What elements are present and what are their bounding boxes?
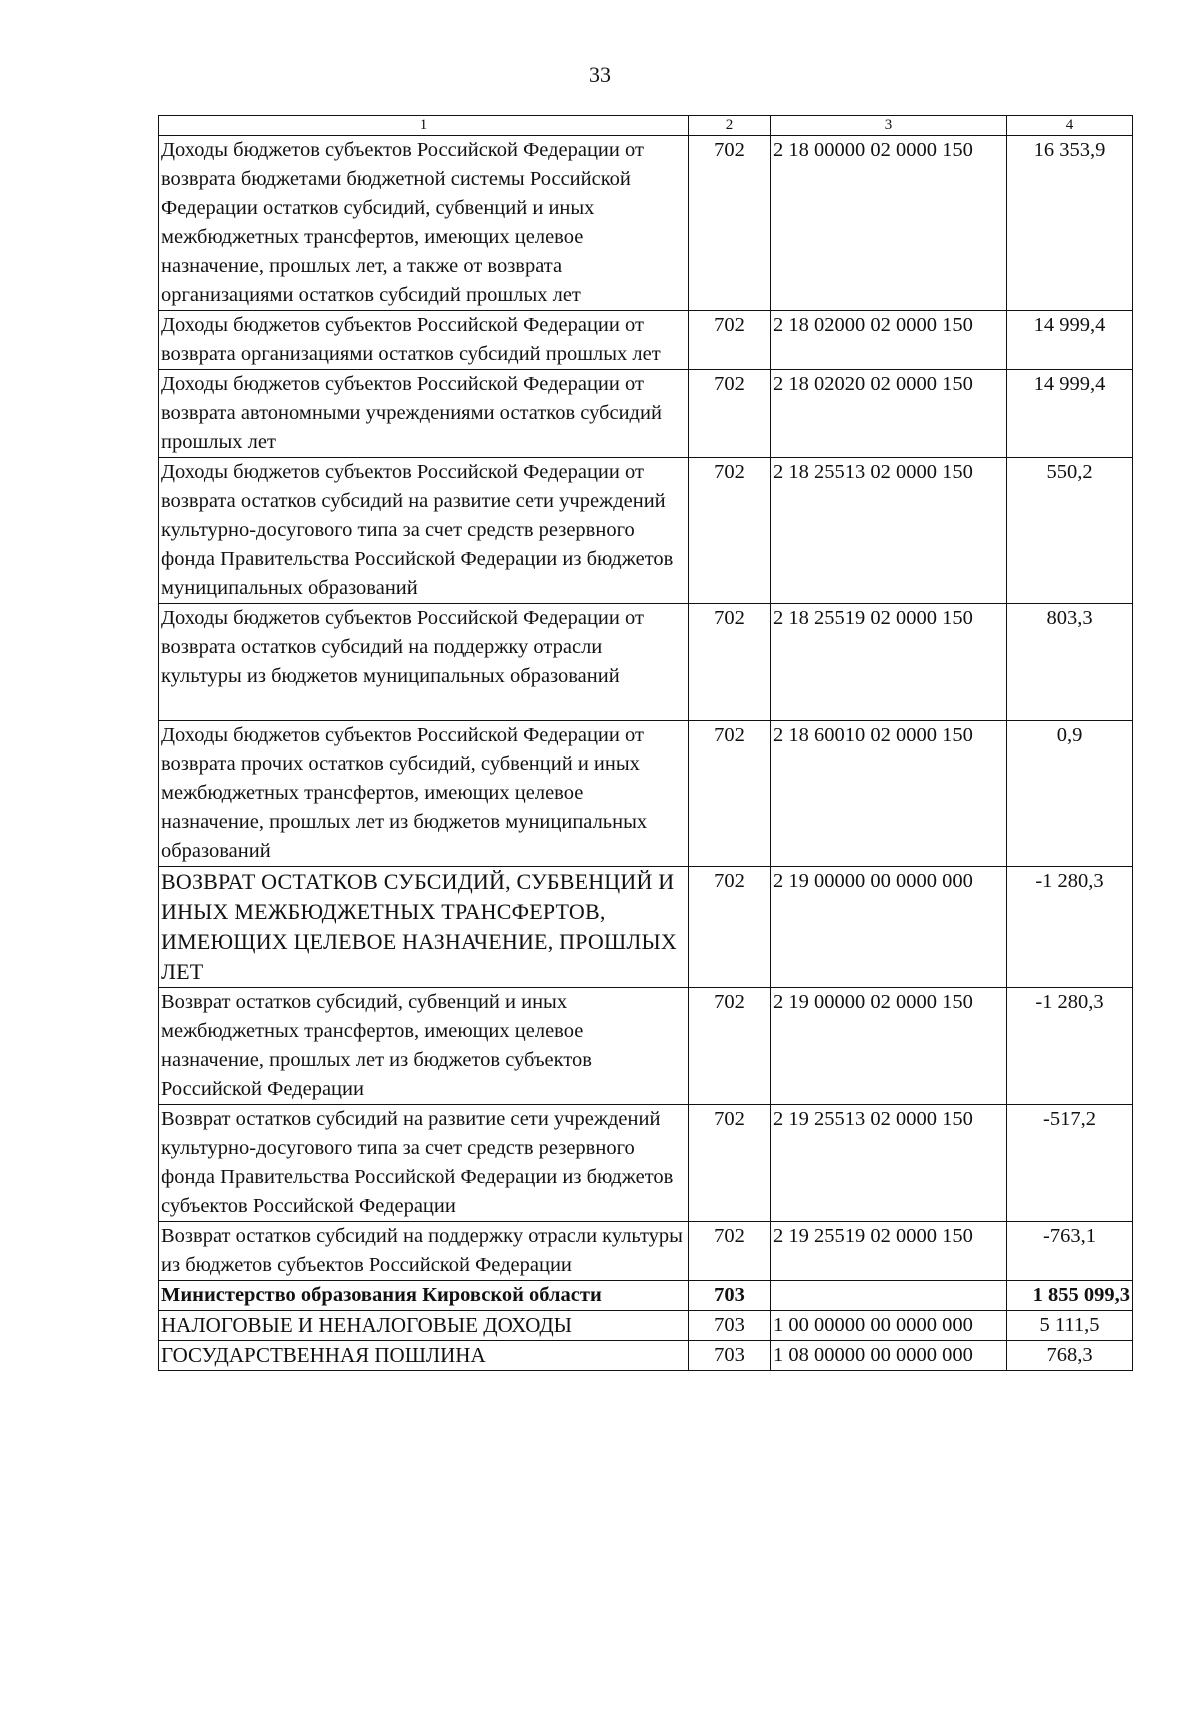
row-amount: 16 353,9 bbox=[1007, 136, 1133, 311]
row-admin-code: 702 bbox=[689, 136, 771, 311]
column-header: 3 bbox=[771, 116, 1007, 136]
row-name: ВОЗВРАТ ОСТАТКОВ СУБСИДИЙ, СУБВЕНЦИЙ И ИНЫХ МЕЖБЮДЖЕТНЫХ ТРАНСФЕРТОВ, ИМЕЮЩИХ ЦЕЛЕВОЕ НАЗНАЧЕНИЕ, ПРОШЛЫХ ЛЕТ bbox=[159, 867, 689, 988]
row-name: Возврат остатков субсидий, субвенций и иных межбюджетных трансфертов, имеющих целевое назначение, прошлых лет из бюджетов субъектов Российской Федерации bbox=[159, 988, 689, 1105]
row-name: ГОСУДАРСТВЕННАЯ ПОШЛИНА bbox=[159, 1341, 689, 1371]
table-row bbox=[159, 1222, 1133, 1281]
row-name: Доходы бюджетов субъектов Российской Федерации от возврата бюджетами бюджетной системы Российской Федерации остатков субсидий, субвенций и иных межбюджетных трансфертов, имеющих целевое назначение, прошлых лет, а также от возврата организациями остатков субсидий прошлых лет bbox=[159, 136, 689, 311]
row-amount: 1 855 099,3 bbox=[1007, 1281, 1133, 1311]
row-amount: 803,3 bbox=[1007, 604, 1133, 721]
row-amount: 14 999,4 bbox=[1007, 311, 1133, 370]
column-header: 2 bbox=[689, 116, 771, 136]
row-name: Доходы бюджетов субъектов Российской Федерации от возврата автономными учреждениями остатков субсидий прошлых лет bbox=[159, 370, 689, 458]
row-amount: 550,2 bbox=[1007, 458, 1133, 604]
table-row bbox=[159, 867, 1133, 988]
row-name: Доходы бюджетов субъектов Российской Федерации от возврата организациями остатков субсидий прошлых лет bbox=[159, 311, 689, 370]
row-amount: 0,9 bbox=[1007, 721, 1133, 867]
table-row bbox=[159, 988, 1133, 1105]
row-name: Возврат остатков субсидий на развитие сети учреждений культурно-досугового типа за счет средств резервного фонда Правительства Российской Федерации из бюджетов субъектов Российской Федерации bbox=[159, 1105, 689, 1222]
row-revenue-code: 2 18 25513 02 0000 150 bbox=[771, 458, 1007, 604]
row-revenue-code: 2 19 25513 02 0000 150 bbox=[771, 1105, 1007, 1222]
row-name: Министерство образования Кировской области bbox=[159, 1281, 689, 1311]
column-header: 1 bbox=[159, 116, 689, 136]
row-revenue-code: 2 19 00000 00 0000 000 bbox=[771, 867, 1007, 988]
table-row bbox=[159, 1311, 1133, 1341]
column-header: 4 bbox=[1007, 116, 1133, 136]
row-admin-code: 702 bbox=[689, 458, 771, 604]
row-admin-code: 703 bbox=[689, 1341, 771, 1371]
row-amount: 14 999,4 bbox=[1007, 370, 1133, 458]
table-row bbox=[159, 370, 1133, 458]
table-row bbox=[159, 1105, 1133, 1222]
table-row bbox=[159, 604, 1133, 721]
row-admin-code: 702 bbox=[689, 1222, 771, 1281]
row-amount: -763,1 bbox=[1007, 1222, 1133, 1281]
budget-revenue-table bbox=[158, 115, 1133, 1371]
row-name: Возврат остатков субсидий на поддержку отрасли культуры из бюджетов субъектов Российской Федерации bbox=[159, 1222, 689, 1281]
row-revenue-code: 2 18 25519 02 0000 150 bbox=[771, 604, 1007, 721]
row-admin-code: 702 bbox=[689, 988, 771, 1105]
row-amount: -517,2 bbox=[1007, 1105, 1133, 1222]
row-amount: 5 111,5 bbox=[1007, 1311, 1133, 1341]
row-amount: -1 280,3 bbox=[1007, 988, 1133, 1105]
row-admin-code: 703 bbox=[689, 1311, 771, 1341]
table-row bbox=[159, 721, 1133, 867]
row-admin-code: 702 bbox=[689, 1105, 771, 1222]
row-revenue-code: 1 00 00000 00 0000 000 bbox=[771, 1311, 1007, 1341]
row-admin-code: 702 bbox=[689, 604, 771, 721]
row-name: НАЛОГОВЫЕ И НЕНАЛОГОВЫЕ ДОХОДЫ bbox=[159, 1311, 689, 1341]
table-row bbox=[159, 136, 1133, 311]
row-amount: -1 280,3 bbox=[1007, 867, 1133, 988]
table-row-ministry bbox=[159, 1281, 1133, 1311]
row-revenue-code: 1 08 00000 00 0000 000 bbox=[771, 1341, 1007, 1371]
row-name: Доходы бюджетов субъектов Российской Федерации от возврата остатков субсидий на поддержку отрасли культуры из бюджетов муниципальных образований bbox=[159, 604, 689, 721]
row-amount: 768,3 bbox=[1007, 1341, 1133, 1371]
table-row bbox=[159, 1341, 1133, 1371]
row-name: Доходы бюджетов субъектов Российской Федерации от возврата остатков субсидий на развитие сети учреждений культурно-досугового типа за счет средств резервного фонда Правительства Российской Федерации из бюджетов муниципальных образований bbox=[159, 458, 689, 604]
row-revenue-code: 2 18 02000 02 0000 150 bbox=[771, 311, 1007, 370]
row-revenue-code: 2 19 00000 02 0000 150 bbox=[771, 988, 1007, 1105]
table-row bbox=[159, 311, 1133, 370]
row-revenue-code: 2 19 25519 02 0000 150 bbox=[771, 1222, 1007, 1281]
row-revenue-code bbox=[771, 1281, 1007, 1311]
row-admin-code: 702 bbox=[689, 370, 771, 458]
row-name: Доходы бюджетов субъектов Российской Федерации от возврата прочих остатков субсидий, субвенций и иных межбюджетных трансфертов, имеющих целевое назначение, прошлых лет из бюджетов муниципальных образований bbox=[159, 721, 689, 867]
page-number: 33 bbox=[589, 62, 611, 87]
row-admin-code: 702 bbox=[689, 867, 771, 988]
table-row bbox=[159, 458, 1133, 604]
row-revenue-code: 2 18 02020 02 0000 150 bbox=[771, 370, 1007, 458]
row-admin-code: 703 bbox=[689, 1281, 771, 1311]
row-admin-code: 702 bbox=[689, 721, 771, 867]
row-revenue-code: 2 18 00000 02 0000 150 bbox=[771, 136, 1007, 311]
row-admin-code: 702 bbox=[689, 311, 771, 370]
table-header-row bbox=[159, 116, 1133, 136]
row-revenue-code: 2 18 60010 02 0000 150 bbox=[771, 721, 1007, 867]
